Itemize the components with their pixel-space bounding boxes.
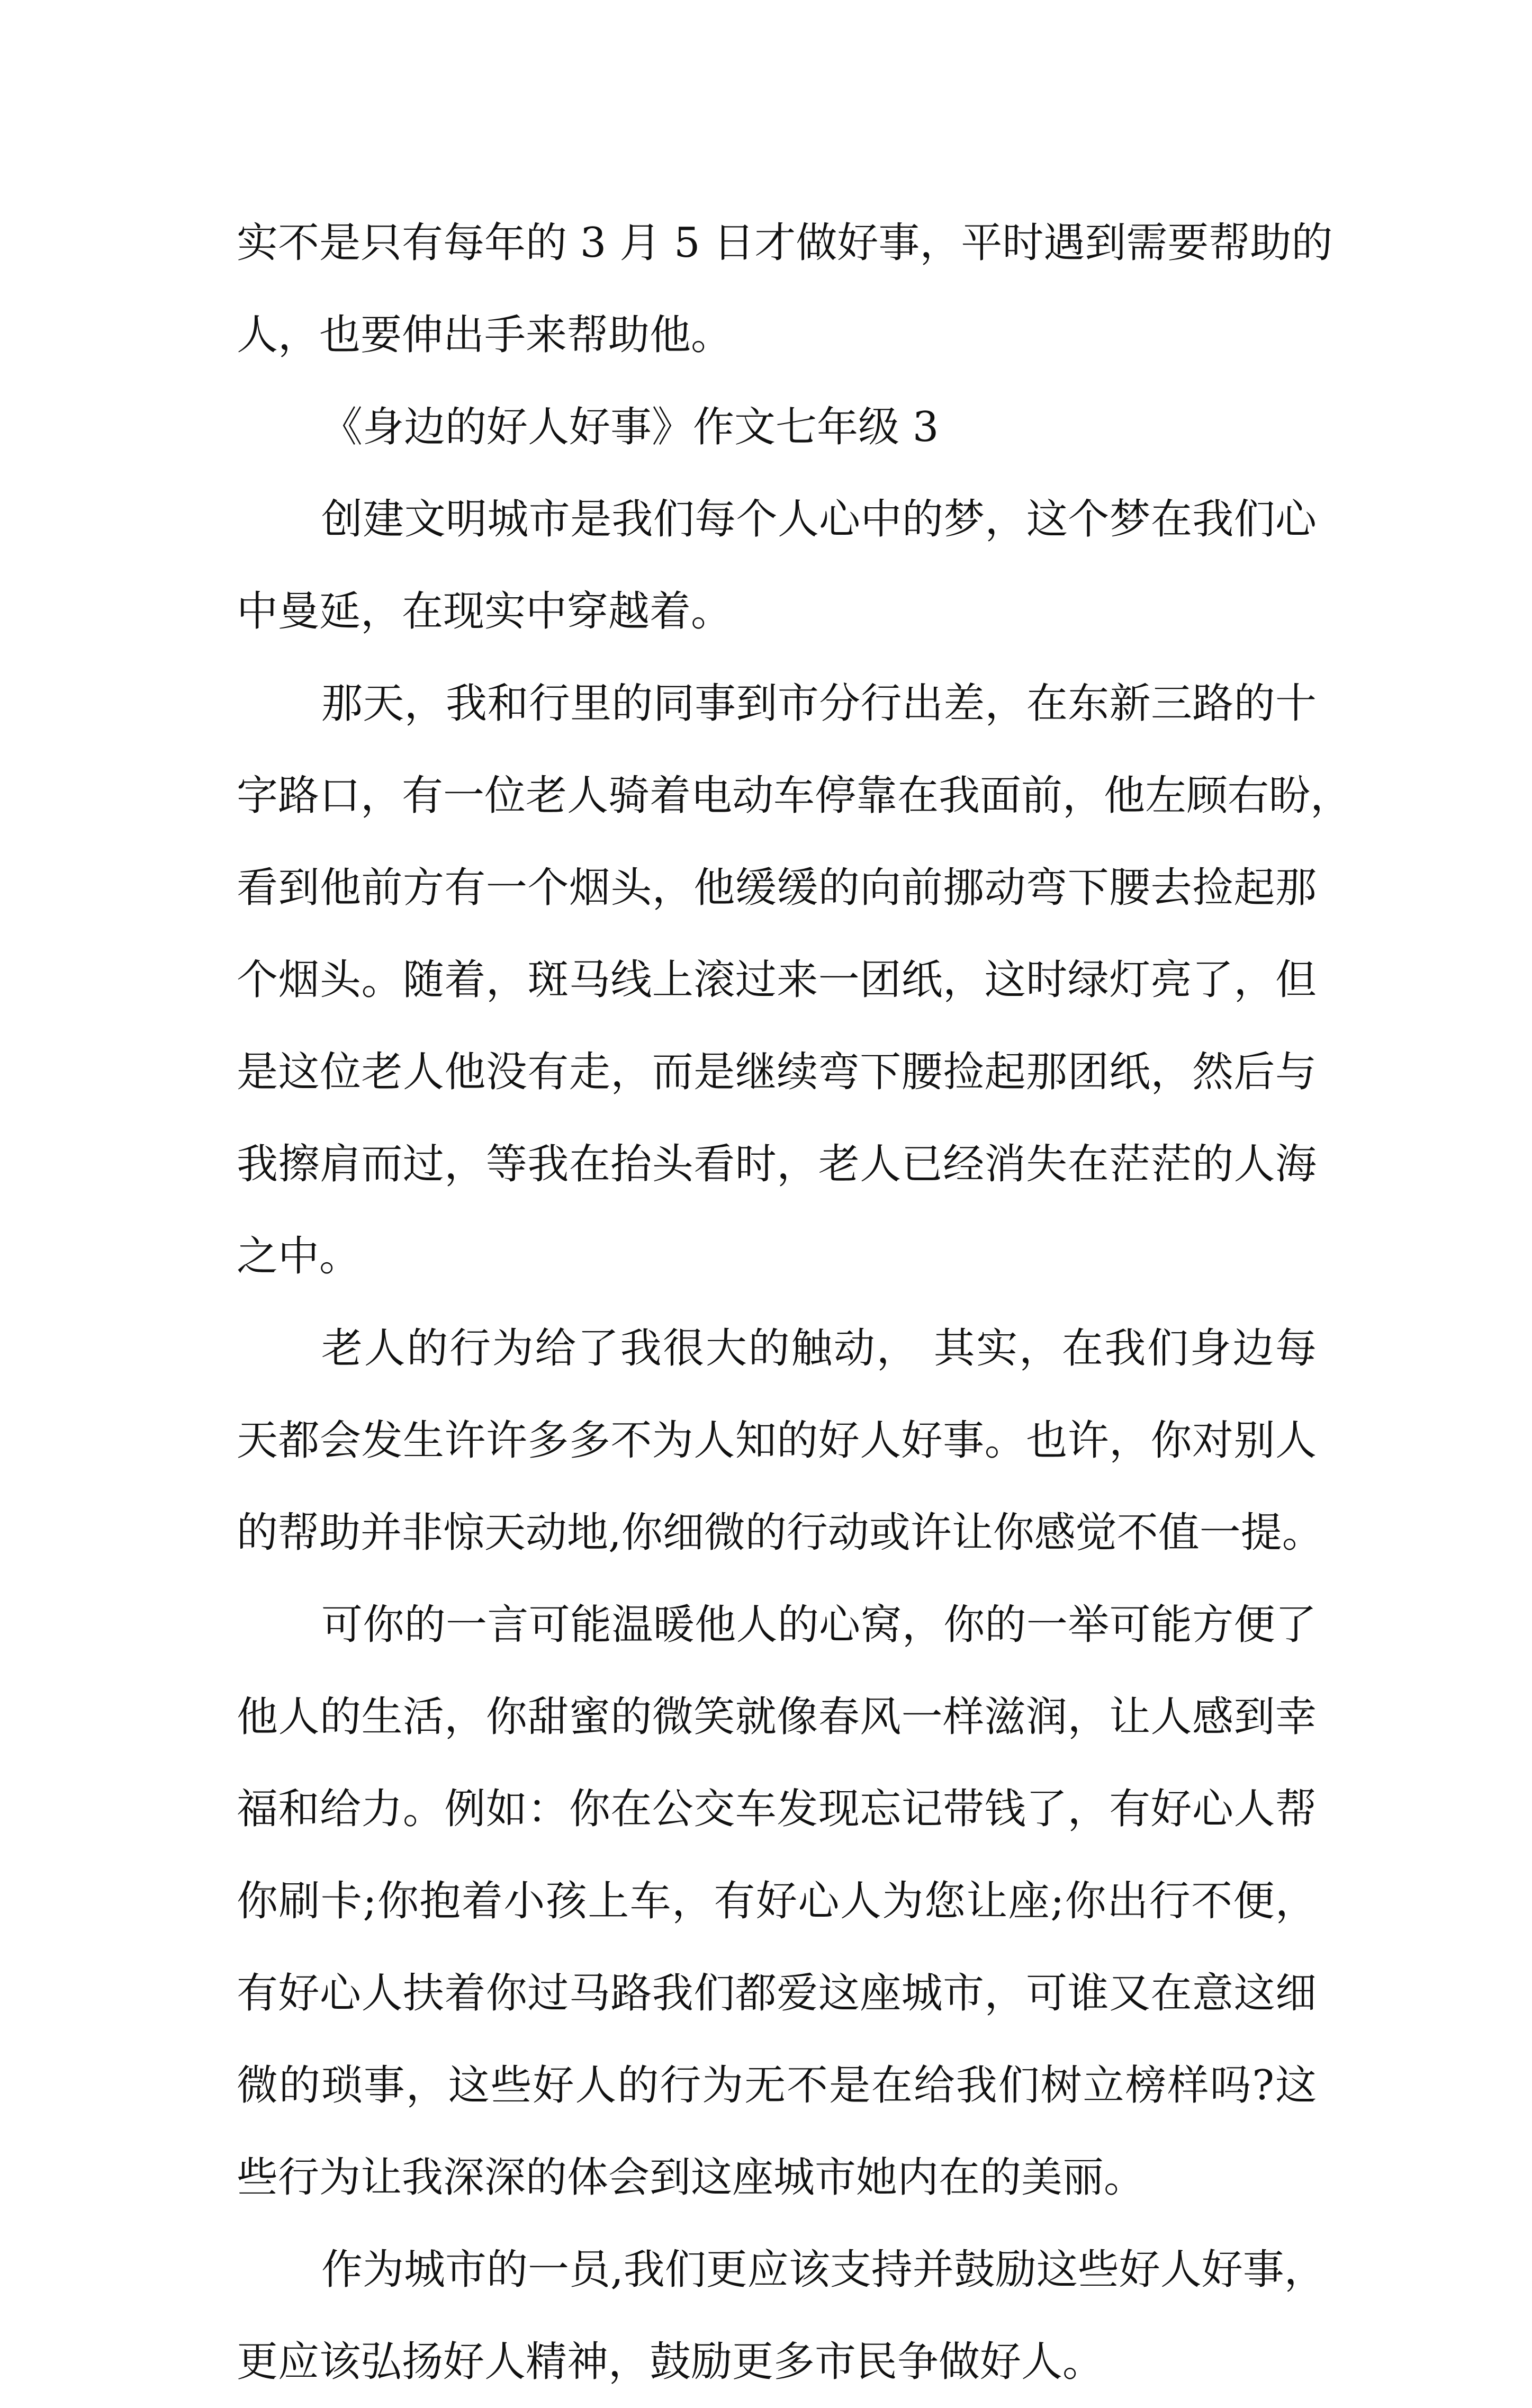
text-line: 创建文明城市是我们每个人心中的梦，这个梦在我们心 [321,496,1317,543]
text-line: 福和给力。例如：你在公交车发现忘记带钱了，有好心人帮 [237,1785,1317,1833]
text-line: 实不是只有每年的 3 月 5 日才做好事，平时遇到需要帮助的 [237,219,1333,267]
text-line: 有好心人扶着你过马路我们都爱这座城市，可谁又在意这细 [237,1970,1317,2017]
text-line: 些行为让我深深的体会到这座城市她内在的美丽。 [237,2154,1146,2202]
text-line: 字路口，有一位老人骑着电动车停靠在我面前，他左顾右盼， [237,772,1352,820]
text-line: 天都会发生许许多多不为人知的好人好事。也许，你对别人 [237,1417,1317,1464]
text-line: 更应该弘扬好人精神，鼓励更多市民争做好人。 [237,2338,1104,2386]
document-body [237,197,1352,2408]
text-line: 微的琐事，这些好人的行为无不是在给我们树立榜样吗?这 [237,2062,1317,2109]
text-line: 看到他前方有一个烟头，他缓缓的向前挪动弯下腰去捡起那 [237,864,1317,912]
text-line: 是这位老人他没有走，而是继续弯下腰捡起那团纸，然后与 [237,1048,1317,1096]
text-line: 那天，我和行里的同事到市分行出差，在东新三路的十 [321,680,1317,727]
text-line: 人，也要伸出手来帮助他。 [237,311,733,359]
text-line: 你刷卡;你抱着小孩上车，有好心人为您让座;你出行不便， [237,1877,1317,1925]
text-line: 作为城市的一员,我们更应该支持并鼓励这些好人好事， [321,2246,1326,2294]
text-line: 个烟头。随着，斑马线上滚过来一团纸，这时绿灯亮了，但 [237,956,1317,1004]
text-line: 他人的生活，你甜蜜的微笑就像春风一样滋润，让人感到幸 [237,1693,1317,1741]
text-line: 中曼延，在现实中穿越着。 [237,588,733,635]
text-line: 可你的一言可能温暖他人的心窝，你的一举可能方便了 [321,1601,1317,1649]
text-line: 之中。 [237,1233,361,1280]
text-line: 我擦肩而过，等我在抬头看时，老人已经消失在茫茫的人海 [237,1140,1317,1188]
section-heading: 《身边的好人好事》作文七年级 3 [321,403,939,451]
text-line: 的帮助并非惊天动地,你细微的行动或许让你感觉不值一提。 [237,1509,1323,1557]
text-line: 老人的行为给了我很大的触动， 其实，在我们身边每 [321,1325,1317,1372]
